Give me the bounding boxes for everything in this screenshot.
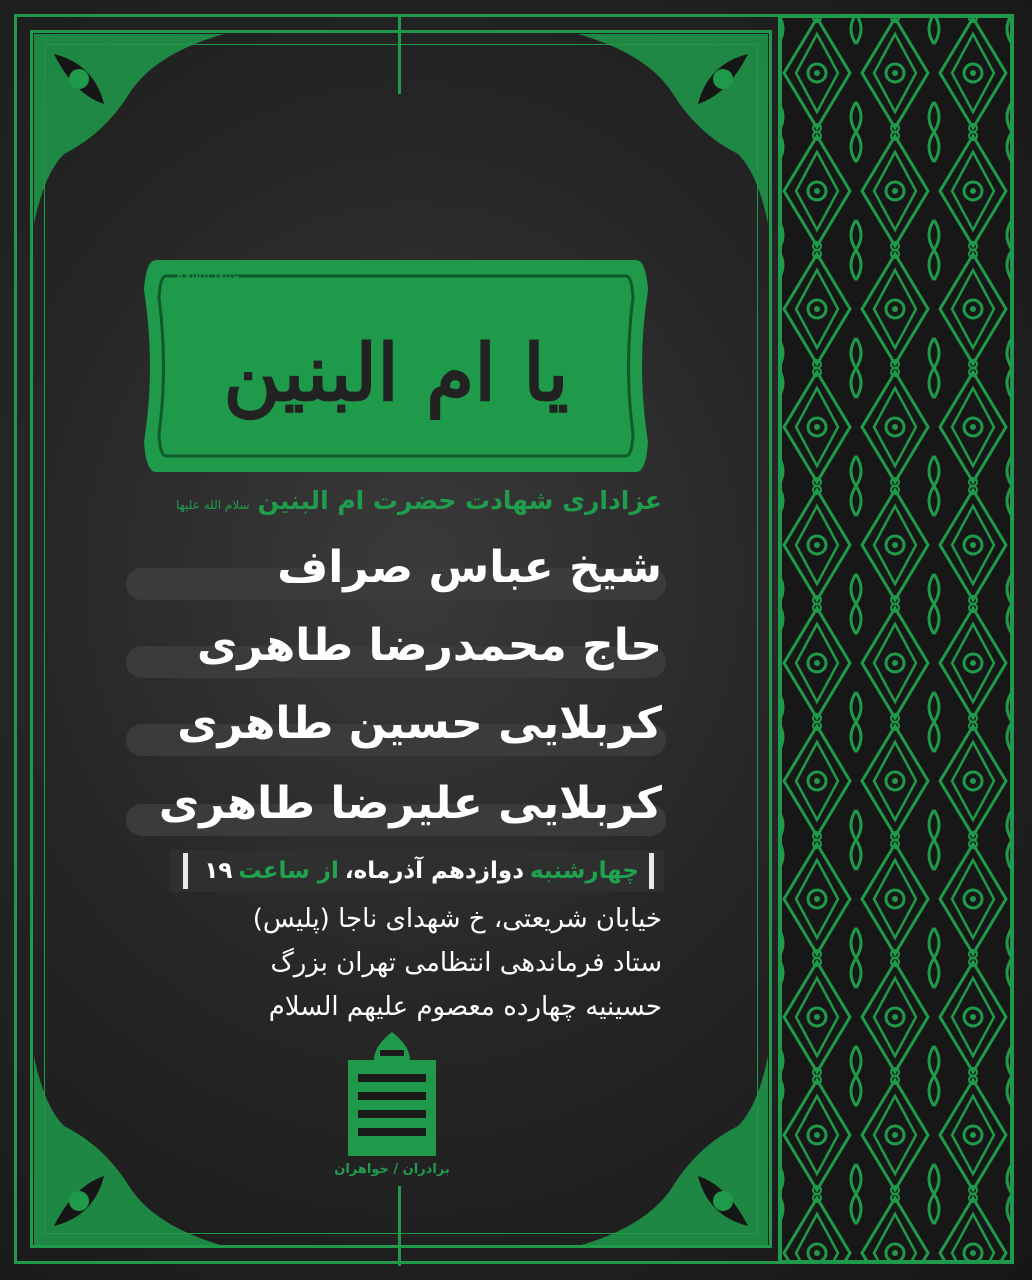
speaker-2 xyxy=(197,612,666,678)
corner-ornament-top-right xyxy=(578,34,768,224)
speaker-1 xyxy=(277,534,666,600)
date-bar-left xyxy=(183,853,188,889)
corner-ornament-top-left xyxy=(34,34,224,224)
title-calligraphy: یا ام البنین xyxy=(223,328,569,419)
title-blessing: علیها السلام xyxy=(175,268,241,283)
speaker-name: کربلایی حسین طاهری xyxy=(177,697,662,749)
date-bar-right xyxy=(649,853,654,889)
date-time-row xyxy=(169,850,664,892)
speaker-name: کربلایی علیرضا طاهری xyxy=(158,777,662,829)
subtitle-blessing: سلام الله علیها xyxy=(175,498,250,512)
date-day: چهارشنبه xyxy=(530,858,639,884)
date-text: دوازدهم آذرماه، xyxy=(344,858,525,884)
corner-ornament-bottom-right xyxy=(578,1056,768,1246)
corner-ornament-bottom-left xyxy=(34,1056,224,1246)
address-line-3: حسینیه چهارده معصوم علیهم السلام xyxy=(268,992,662,1022)
address-line-1: خیابان شریعتی، خ شهدای ناجا (پلیس) xyxy=(252,904,662,934)
speaker-name: حاج محمدرضا طاهری xyxy=(197,619,662,671)
organizer-logo xyxy=(336,1030,448,1160)
logo-caption: برادران / خواهران xyxy=(334,1162,450,1177)
top-divider xyxy=(398,14,401,94)
address-line-2: ستاد فرماندهی انتظامی تهران بزرگ xyxy=(270,948,662,978)
subtitle-main: عزاداری شهادت حضرت ام البنین xyxy=(257,486,662,515)
time-hour: ۱۹ xyxy=(204,858,233,884)
speaker-3 xyxy=(177,690,666,756)
title-plaque xyxy=(136,250,656,482)
bottom-divider xyxy=(398,1186,401,1266)
speaker-name: شیخ عباس صراف xyxy=(277,541,662,593)
speaker-4 xyxy=(159,770,666,836)
time-label: از ساعت xyxy=(238,858,339,884)
subtitle xyxy=(176,486,662,515)
